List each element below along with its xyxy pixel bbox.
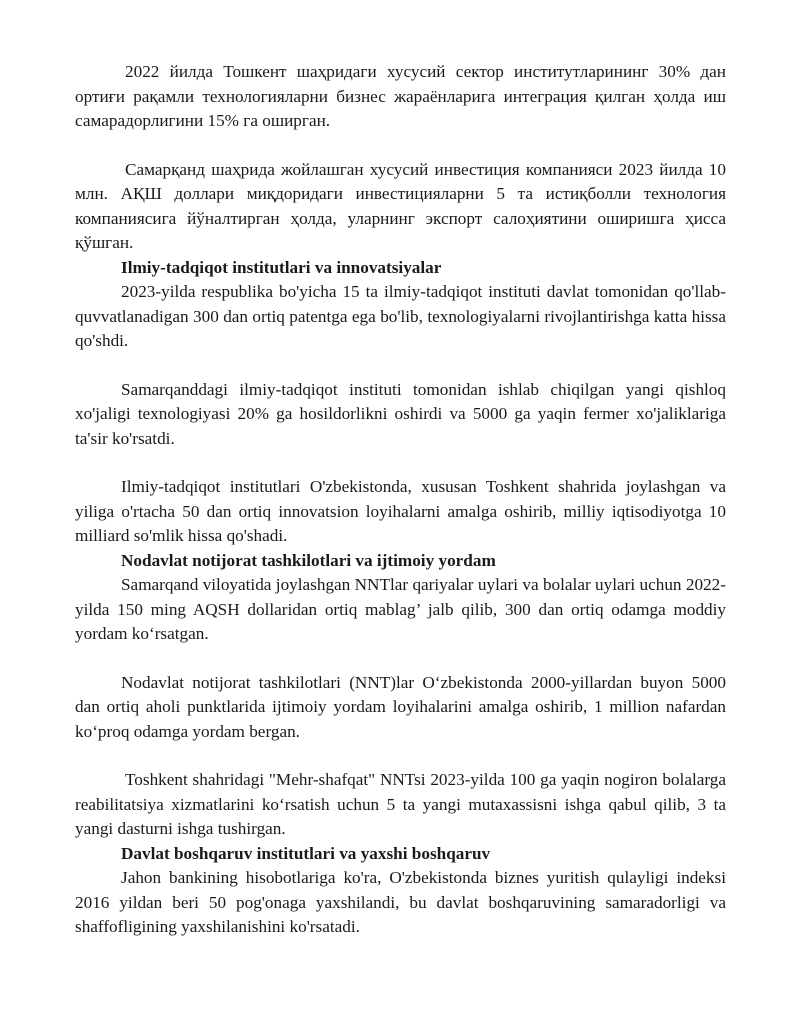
governance-paragraph-1: Jahon bankining hisobotlariga ko'ra, O'zbekistonda biznes yuritish qulayligi indeksi 2016 yildan beri 50 pog'onaga yaxshilandi, bu davlat boshqaruvining samaradorligi va shaffofligining yaxshilanishini ko'rsatadi. [75, 868, 726, 936]
research-paragraph-1: 2023-yilda respublika bo'yicha 15 ta ilmiy-tadqiqot instituti davlat tomonidan qo'llab-quvvatlanadigan 300 dan ortiq patentga ega bo'lib, texnologiyalarni rivojlantirishga katta hissa qo'shdi. [75, 282, 726, 350]
ngo-paragraph-2: Nodavlat notijorat tashkilotlari (NNT)lar O‘zbekistonda 2000-yillardan buyon 5000 dan ortiq aholi punktlarida ijtimoiy yordam loyihalarini amalga oshirib, 1 million nafardan ko‘proq odamga yordam bergan. [75, 672, 726, 741]
research-paragraph-2: Samarqanddagi ilmiy-tadqiqot instituti tomonidan ishlab chiqilgan yangi qishloq xo'jaligi texnologiyasi 20% ga hosildorlikni oshirdi va 5000 ga yaqin fermer xo'jaliklariga ta'sir ko'rsatdi. [75, 379, 726, 448]
intro-paragraph-2: Самарқанд шаҳрида жойлашган хусусий инвестиция компанияси 2023 йилда 10 млн. АҚШ доллари миқдоридаги инвестицияларни 5 та истиқболли технология компаниясига йўналтирган ҳолда, уларнинг экспорт салоҳиятини оширишга ҳисса қўшган. [75, 159, 726, 252]
ngo-paragraph-3: Toshkent shahridagi "Mehr-shafqat" NNTsi 2023-yilda 100 ga yaqin nogiron bolalarga reabilitatsiya xizmatlarini ko‘rsatish uchun 5 ta yangi mutaxassisni ishga qabul qilib, 3 ta yangi dasturni ishga tushirgan. [75, 770, 726, 838]
section-heading-ngo: Nodavlat notijorat tashkilotlari va ijtimoiy yordam [121, 550, 496, 570]
section-heading-governance: Davlat boshqaruv institutlari va yaxshi boshqaruv [121, 843, 491, 863]
intro-paragraph-1: 2022 йилда Тошкент шаҳридаги хусусий сектор институтларининг 30% дан ортиғи рақамли технологияларни бизнес жараёнларига интеграция қилган ҳолда иш самарадорлигини 15% га оширган. [75, 62, 726, 130]
section-heading-research: Ilmiy-tadqiqot institutlari va innovatsiyalar [121, 257, 442, 277]
document-page [75, 60, 726, 940]
research-paragraph-3: Ilmiy-tadqiqot institutlari O'zbekistonda, xususan Toshkent shahrida joylashgan va yiliga o'rtacha 50 dan ortiq innovatsion loyihalarni amalga oshirib, milliy iqtisodiyotga 10 milliard so'mlik hissa qo'shadi. [75, 477, 726, 545]
ngo-paragraph-1: Samarqand viloyatida joylashgan NNTlar qariyalar uylari va bolalar uylari uchun 2022-yilda 150 ming AQSH dollaridan ortiq mablag’ jalb qilib, 300 dan ortiq odamga moddiy yordam ko‘rsatgan. [75, 575, 726, 643]
